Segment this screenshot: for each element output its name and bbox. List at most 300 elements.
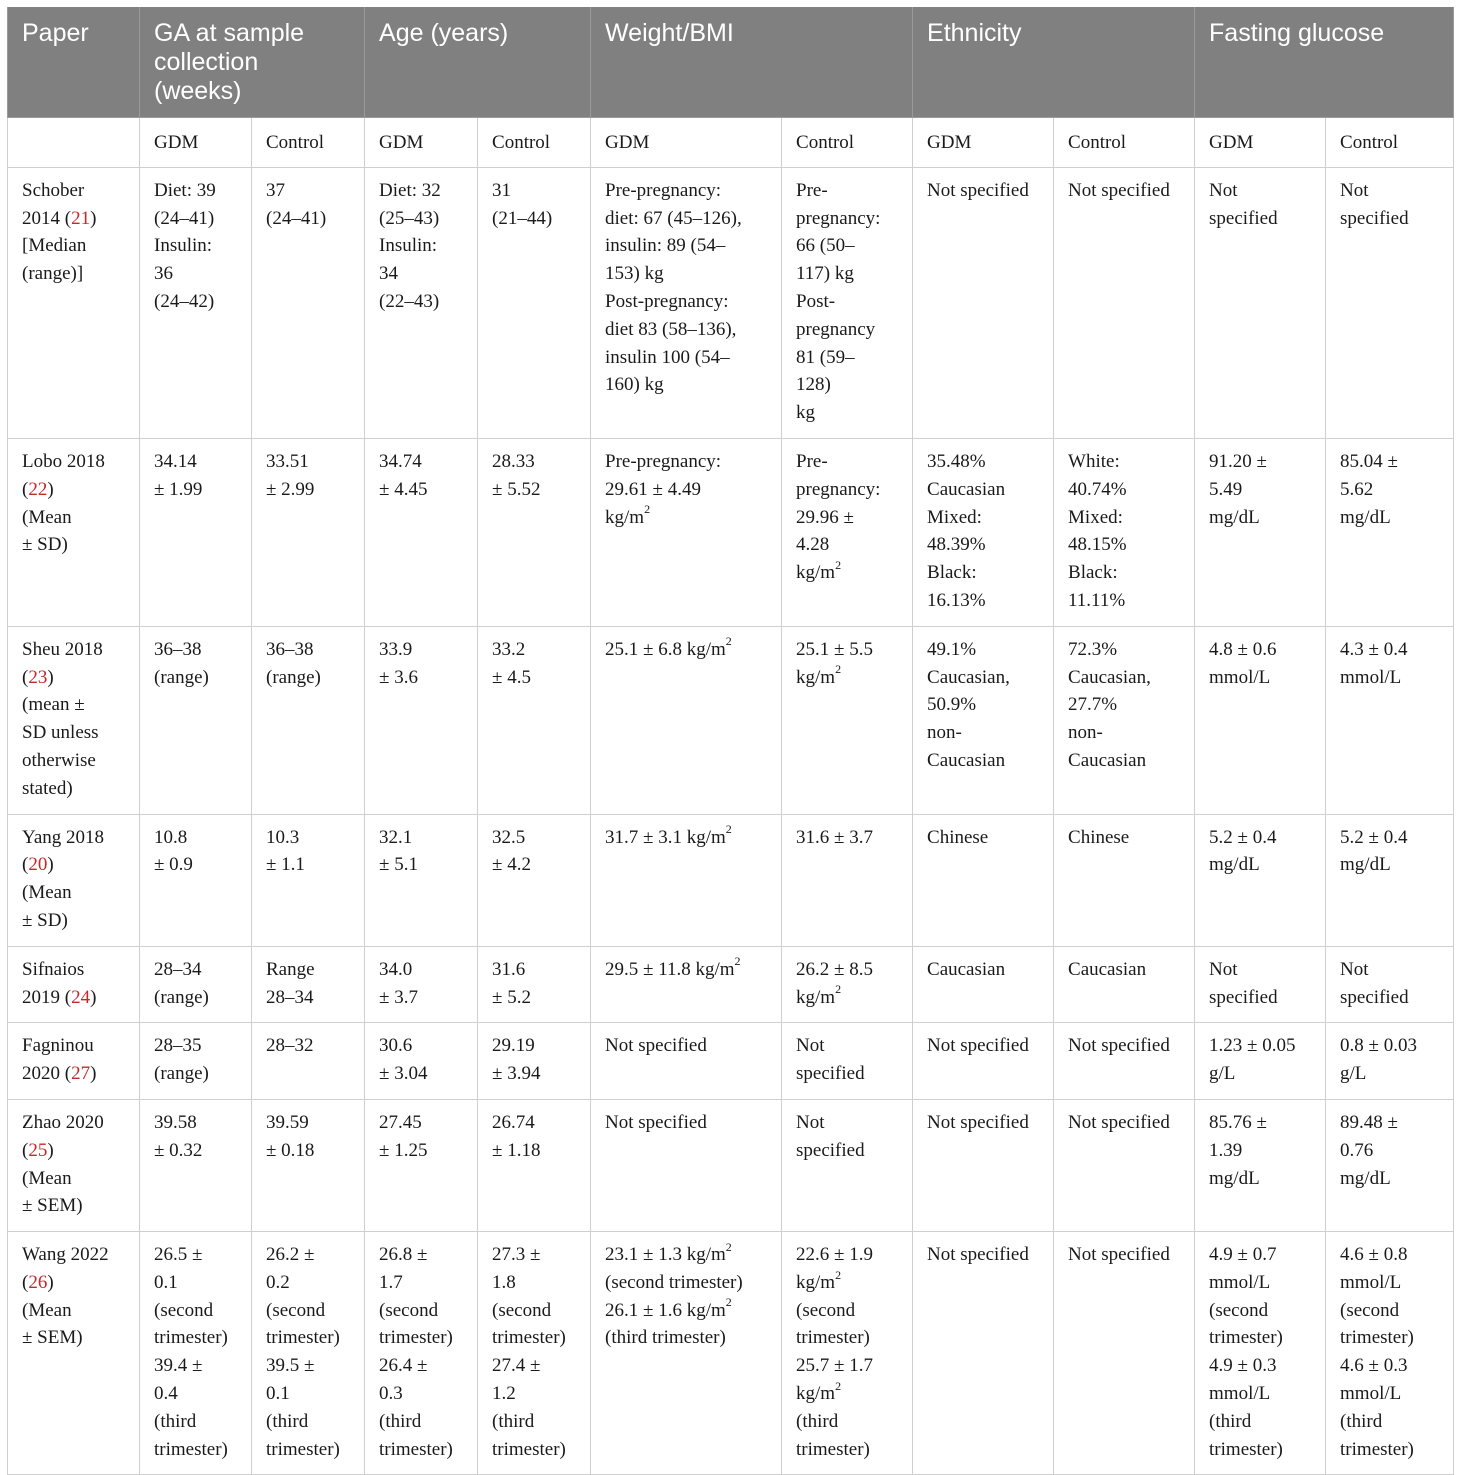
- cell-line: [1068, 587, 1180, 615]
- cell-text: 23.1 ± 1.3 kg/m: [605, 1244, 726, 1266]
- age-control-cell: [478, 1232, 591, 1475]
- cell-text: 34.74: [379, 450, 422, 472]
- weight-gdm-cell: [591, 1232, 782, 1475]
- glucose-gdm-cell: [1195, 946, 1326, 1023]
- cell-text: Diet: 39: [154, 179, 216, 201]
- cell-text: 10.3: [266, 826, 300, 848]
- cell-line: [1340, 664, 1439, 692]
- cell-line: [605, 1241, 767, 1269]
- cell-text: 33.2: [492, 638, 526, 660]
- age-control-cell: [478, 814, 591, 946]
- cell-line: [927, 504, 1039, 532]
- cell-line: [605, 476, 767, 504]
- cell-text: specified: [796, 1063, 865, 1085]
- cell-line: [154, 1297, 237, 1325]
- age-control-cell: [478, 946, 591, 1023]
- cell-line: [1209, 1165, 1311, 1193]
- cell-line: [1209, 1297, 1311, 1325]
- cell-text: non-: [927, 722, 962, 744]
- cell-text: 160) kg: [605, 374, 664, 396]
- cell-text: 72.3%: [1068, 638, 1118, 660]
- cell-line: [927, 559, 1039, 587]
- cell-text: kg: [796, 402, 816, 424]
- cell-line: [1209, 824, 1311, 852]
- cell-text: trimester): [1209, 1438, 1283, 1460]
- cell-line: [379, 1269, 463, 1297]
- paper-cell: [8, 167, 140, 438]
- cell-text: (22–43): [379, 290, 440, 312]
- cell-text: White:: [1068, 450, 1120, 472]
- paper-ref-line: [22, 205, 125, 233]
- reference-link[interactable]: 21: [71, 207, 91, 229]
- cell-line: [1209, 1269, 1311, 1297]
- cell-line: [1068, 177, 1180, 205]
- cell-line: [796, 531, 898, 559]
- table-row: [8, 946, 1454, 1023]
- weight-gdm-cell: [591, 626, 782, 814]
- cell-line: [266, 1269, 350, 1297]
- cell-text: (range): [154, 1063, 209, 1085]
- cell-text: trimester): [154, 1438, 228, 1460]
- cell-line: [379, 1137, 463, 1165]
- cell-line: [1209, 1060, 1311, 1088]
- cell-line: [379, 177, 463, 205]
- cell-text: 5.2 ± 0.4: [1209, 826, 1277, 848]
- cell-text: (third: [379, 1410, 422, 1432]
- subheader-cell: GDM: [591, 118, 782, 168]
- reference-link[interactable]: 23: [28, 666, 48, 688]
- cell-text: Not specified: [927, 1244, 1029, 1266]
- table-row: [8, 1232, 1454, 1475]
- cell-line: [266, 1137, 350, 1165]
- cell-text: Post-: [796, 290, 836, 312]
- paper-name: Fagninou: [22, 1035, 94, 1057]
- cell-line: [1209, 664, 1311, 692]
- cell-line: [1340, 1060, 1439, 1088]
- cell-line: [154, 664, 237, 692]
- cell-text: 25.7 ± 1.7: [796, 1355, 873, 1377]
- superscript: 2: [835, 1378, 842, 1393]
- cell-text: Not specified: [927, 1035, 1029, 1057]
- cell-line: [1209, 1352, 1311, 1380]
- cell-text: ± 2.99: [266, 478, 315, 500]
- cell-line: [927, 691, 1039, 719]
- cell-line: [379, 205, 463, 233]
- ethnicity-gdm-cell: [913, 626, 1054, 814]
- subheader-cell: Control: [478, 118, 591, 168]
- weight-gdm-cell: [591, 1023, 782, 1100]
- cell-text: Not specified: [1068, 1244, 1170, 1266]
- paper-stat-note: (Mean: [22, 506, 72, 528]
- cell-line: [492, 476, 576, 504]
- cell-text: Post-pregnancy:: [605, 290, 729, 312]
- age-gdm-cell: [365, 167, 478, 438]
- ga-gdm-cell: [140, 1099, 252, 1231]
- cell-text: ± 1.99: [154, 478, 203, 500]
- ga-gdm-cell: [140, 814, 252, 946]
- cell-text: Chinese: [1068, 826, 1130, 848]
- cell-text: ± 0.18: [266, 1139, 315, 1161]
- reference-link[interactable]: 26: [28, 1271, 48, 1293]
- cell-line: [927, 531, 1039, 559]
- glucose-control-cell: [1326, 1023, 1454, 1100]
- glucose-control-cell: [1326, 626, 1454, 814]
- cell-line: [154, 956, 237, 984]
- cell-line: [927, 824, 1039, 852]
- cell-line: [927, 747, 1039, 775]
- cell-text: 32.5: [492, 826, 526, 848]
- cell-line: [796, 1137, 898, 1165]
- age-control-cell: [478, 167, 591, 438]
- cell-line: [492, 636, 576, 664]
- paper-cell: [8, 1099, 140, 1231]
- glucose-control-cell: [1326, 167, 1454, 438]
- cell-line: [1340, 1324, 1439, 1352]
- cell-text: g/L: [1209, 1063, 1236, 1085]
- glucose-gdm-cell: [1195, 167, 1326, 438]
- cell-line: [796, 956, 898, 984]
- age-gdm-cell: [365, 1023, 478, 1100]
- cell-text: ± 3.04: [379, 1063, 428, 1085]
- cell-line: [379, 448, 463, 476]
- cell-line: [796, 984, 898, 1012]
- cell-line: [492, 956, 576, 984]
- cell-line: [379, 636, 463, 664]
- cell-line: [796, 1297, 898, 1325]
- cell-text: 26.2 ± 8.5: [796, 958, 873, 980]
- cell-line: [1340, 1109, 1439, 1137]
- cell-text: 117) kg: [796, 263, 854, 285]
- cell-text: 27.45: [379, 1111, 422, 1133]
- paper-name: Zhao 2020: [22, 1111, 104, 1133]
- cell-line: [266, 476, 350, 504]
- cell-text: specified: [1340, 207, 1409, 229]
- cell-line: [154, 205, 237, 233]
- reference-link[interactable]: 25: [28, 1139, 48, 1161]
- subheader-row: [8, 118, 1454, 168]
- cell-line: [796, 504, 898, 532]
- cell-line: [796, 1269, 898, 1297]
- superscript: 2: [725, 634, 732, 649]
- cell-text: Not specified: [605, 1111, 707, 1133]
- cell-text: diet 83 (58–136),: [605, 318, 737, 340]
- cell-text: Pre-pregnancy:: [605, 450, 722, 472]
- cell-line: [1068, 1109, 1180, 1137]
- cell-line: [266, 448, 350, 476]
- cell-text: 4.28: [796, 534, 830, 556]
- superscript: 2: [644, 502, 651, 517]
- age-gdm-cell: [365, 946, 478, 1023]
- subheader-cell: GDM: [365, 118, 478, 168]
- cell-line: [1068, 1032, 1180, 1060]
- cell-line: [605, 344, 767, 372]
- cell-line: [796, 559, 898, 587]
- glucose-control-cell: [1326, 946, 1454, 1023]
- weight-control-cell: [782, 1023, 913, 1100]
- data-table: [7, 7, 1454, 1475]
- cell-text: 85.76 ±: [1209, 1111, 1267, 1133]
- cell-text: (third: [1209, 1410, 1252, 1432]
- cell-text: 32.1: [379, 826, 413, 848]
- paper-stat-note: (range)]: [22, 263, 84, 285]
- paper-paren: ): [47, 1271, 54, 1293]
- ga-control-cell: [252, 1232, 365, 1475]
- cell-line: [266, 1408, 350, 1436]
- cell-text: Pre-: [796, 450, 828, 472]
- cell-text: 33.51: [266, 450, 309, 472]
- paper-paren: ): [47, 1139, 54, 1161]
- cell-line: [379, 1408, 463, 1436]
- paper-ref-line: [22, 476, 125, 504]
- cell-text: Caucasian: [1068, 958, 1147, 980]
- subheader-cell: GDM: [140, 118, 252, 168]
- cell-text: Range: [266, 958, 315, 980]
- age-control-cell: [478, 438, 591, 626]
- cell-text: 66 (50–: [796, 235, 855, 257]
- cell-line: [1340, 1408, 1439, 1436]
- cell-text: 5.49: [1209, 478, 1243, 500]
- ga-control-cell: [252, 438, 365, 626]
- paper-stat-note: stated): [22, 777, 73, 799]
- superscript: 2: [835, 982, 842, 997]
- cell-line: [1068, 956, 1180, 984]
- cell-text: 34.14: [154, 450, 197, 472]
- cell-text: 37: [266, 179, 285, 201]
- cell-line: [379, 1032, 463, 1060]
- cell-line: [379, 288, 463, 316]
- subheader-cell: Control: [782, 118, 913, 168]
- cell-text: specified: [1209, 986, 1278, 1008]
- cell-text: Black:: [1068, 562, 1118, 584]
- cell-line: [492, 1137, 576, 1165]
- cell-text: Black:: [927, 562, 977, 584]
- cell-line: [796, 1241, 898, 1269]
- cell-text: 31.6 ± 3.7: [796, 826, 873, 848]
- ethnicity-gdm-cell: [913, 438, 1054, 626]
- paper-name: Lobo 2018: [22, 450, 105, 472]
- cell-text: 26.1 ± 1.6 kg/m: [605, 1299, 726, 1321]
- cell-text: 36: [154, 263, 173, 285]
- cell-line: [1068, 664, 1180, 692]
- ga-gdm-cell: [140, 1232, 252, 1475]
- paper-name: Sifnaios: [22, 958, 85, 980]
- cell-text: ± 3.7: [379, 986, 418, 1008]
- cell-line: [1209, 1032, 1311, 1060]
- cell-text: 22.6 ± 1.9: [796, 1244, 873, 1266]
- cell-line: [266, 177, 350, 205]
- cell-line: [492, 177, 576, 205]
- paper-paren: ): [90, 1063, 97, 1085]
- cell-line: [266, 1324, 350, 1352]
- cell-text: (range): [154, 986, 209, 1008]
- cell-line: [605, 1269, 767, 1297]
- paper-year: (: [22, 666, 29, 688]
- ethnicity-gdm-cell: [913, 167, 1054, 438]
- cell-text: 30.6: [379, 1035, 413, 1057]
- cell-line: [154, 1408, 237, 1436]
- header-row: [8, 7, 1454, 118]
- cell-text: Chinese: [927, 826, 989, 848]
- cell-text: 35.48%: [927, 450, 986, 472]
- cell-text: kg/m: [796, 1271, 836, 1293]
- cell-text: ± 4.2: [492, 854, 531, 876]
- cell-line: [266, 1297, 350, 1325]
- ethnicity-control-cell: [1054, 1232, 1195, 1475]
- cell-text: 5.2 ± 0.4: [1340, 826, 1408, 848]
- cell-line: [796, 260, 898, 288]
- cell-line: [492, 664, 576, 692]
- cell-text: trimester): [1209, 1327, 1283, 1349]
- cell-text: Diet: 32: [379, 179, 441, 201]
- cell-line: [605, 1032, 767, 1060]
- paper-year: 2020 (: [22, 1063, 72, 1085]
- cell-line: [1068, 476, 1180, 504]
- cell-text: 4.8 ± 0.6: [1209, 638, 1277, 660]
- weight-gdm-cell: [591, 946, 782, 1023]
- cell-line: [1340, 1165, 1439, 1193]
- cell-line: [492, 824, 576, 852]
- paper-stat-note: [Median: [22, 235, 87, 257]
- cell-text: 26.74: [492, 1111, 535, 1133]
- cell-line: [154, 232, 237, 260]
- cell-line: [154, 177, 237, 205]
- cell-line: [605, 824, 767, 852]
- ga-control-cell: [252, 814, 365, 946]
- cell-text: (second: [1340, 1299, 1400, 1321]
- subheader-cell: [8, 118, 140, 168]
- cell-text: 28–34: [266, 986, 314, 1008]
- paper-ref-line: [22, 1060, 125, 1088]
- cell-text: 26.5 ±: [154, 1244, 203, 1266]
- cell-line: [1209, 1109, 1311, 1137]
- cell-text: 0.3: [379, 1383, 403, 1405]
- cell-text: 27.7%: [1068, 694, 1118, 716]
- cell-line: [1209, 1436, 1311, 1464]
- cell-text: 1.2: [492, 1383, 516, 1405]
- cell-line: [927, 1032, 1039, 1060]
- cell-line: [1340, 1297, 1439, 1325]
- cell-line: [154, 1269, 237, 1297]
- cell-line: [379, 1324, 463, 1352]
- ga-control-cell: [252, 1023, 365, 1100]
- cell-line: [492, 1060, 576, 1088]
- cell-text: specified: [1340, 986, 1409, 1008]
- cell-text: 4.9 ± 0.7: [1209, 1244, 1277, 1266]
- cell-text: ± 0.9: [154, 854, 193, 876]
- cell-text: 5.62: [1340, 478, 1374, 500]
- cell-line: [1209, 851, 1311, 879]
- cell-text: 48.15%: [1068, 534, 1127, 556]
- paper-name: Schober: [22, 179, 85, 201]
- ga-control-cell: [252, 626, 365, 814]
- header-age: Age (years): [365, 7, 591, 118]
- ga-control-cell: [252, 946, 365, 1023]
- cell-line: [154, 824, 237, 852]
- cell-text: Insulin:: [154, 235, 213, 257]
- cell-line: [1068, 448, 1180, 476]
- cell-text: 34.0: [379, 958, 413, 980]
- paper-paren: ): [47, 666, 54, 688]
- cell-line: [796, 1380, 898, 1408]
- cell-line: [1340, 1352, 1439, 1380]
- age-control-cell: [478, 1023, 591, 1100]
- cell-line: [1209, 1324, 1311, 1352]
- cell-line: [379, 232, 463, 260]
- cell-text: 49.1%: [927, 638, 977, 660]
- paper-cell: [8, 626, 140, 814]
- ethnicity-gdm-cell: [913, 1099, 1054, 1231]
- cell-line: [154, 1109, 237, 1137]
- cell-line: [1340, 984, 1439, 1012]
- subheader-cell: Control: [1054, 118, 1195, 168]
- cell-text: 4.9 ± 0.3: [1209, 1355, 1277, 1377]
- cell-line: [796, 205, 898, 233]
- cell-line: [605, 504, 767, 532]
- cell-text: mg/dL: [1209, 1167, 1260, 1189]
- subheader-cell: GDM: [913, 118, 1054, 168]
- cell-text: Not: [796, 1035, 825, 1057]
- cell-line: [927, 587, 1039, 615]
- paper-paren: ): [90, 986, 97, 1008]
- cell-text: (second: [492, 1299, 552, 1321]
- cell-text: mg/dL: [1209, 506, 1260, 528]
- cell-line: [266, 664, 350, 692]
- cell-line: [1209, 1408, 1311, 1436]
- cell-line: [1209, 177, 1311, 205]
- paper-ref-line: [22, 1269, 125, 1297]
- cell-text: 36–38: [154, 638, 202, 660]
- cell-line: [154, 1352, 237, 1380]
- cell-text: Caucasian,: [1068, 666, 1151, 688]
- cell-text: (second trimester): [605, 1271, 743, 1293]
- cell-line: [605, 956, 767, 984]
- cell-text: mg/dL: [1340, 506, 1391, 528]
- cell-line: [1340, 1436, 1439, 1464]
- weight-gdm-cell: [591, 1099, 782, 1231]
- cell-text: 39.4 ±: [154, 1355, 203, 1377]
- cell-line: [266, 1352, 350, 1380]
- cell-text: trimester): [796, 1438, 870, 1460]
- cell-line: [1340, 1380, 1439, 1408]
- cell-text: (second: [266, 1299, 326, 1321]
- cell-line: [1068, 691, 1180, 719]
- reference-link[interactable]: 22: [28, 478, 48, 500]
- ga-control-cell: [252, 167, 365, 438]
- cell-text: Caucasian: [1068, 749, 1147, 771]
- cell-text: Caucasian: [927, 749, 1006, 771]
- cell-line: [1340, 1137, 1439, 1165]
- cell-line: [379, 851, 463, 879]
- cell-line: [154, 1324, 237, 1352]
- superscript: 2: [835, 1267, 842, 1282]
- weight-control-cell: [782, 167, 913, 438]
- cell-line: [379, 260, 463, 288]
- cell-line: [379, 956, 463, 984]
- cell-text: Not: [796, 1111, 825, 1133]
- cell-line: [1340, 504, 1439, 532]
- cell-text: Caucasian: [927, 958, 1006, 980]
- reference-link[interactable]: 24: [71, 986, 91, 1008]
- cell-line: [154, 1137, 237, 1165]
- cell-line: [379, 1241, 463, 1269]
- age-gdm-cell: [365, 626, 478, 814]
- cell-text: Caucasian,: [927, 666, 1010, 688]
- reference-link[interactable]: 20: [28, 854, 48, 876]
- cell-text: Not: [1340, 958, 1369, 980]
- reference-link[interactable]: 27: [71, 1063, 91, 1085]
- cell-line: [1068, 559, 1180, 587]
- cell-line: [492, 851, 576, 879]
